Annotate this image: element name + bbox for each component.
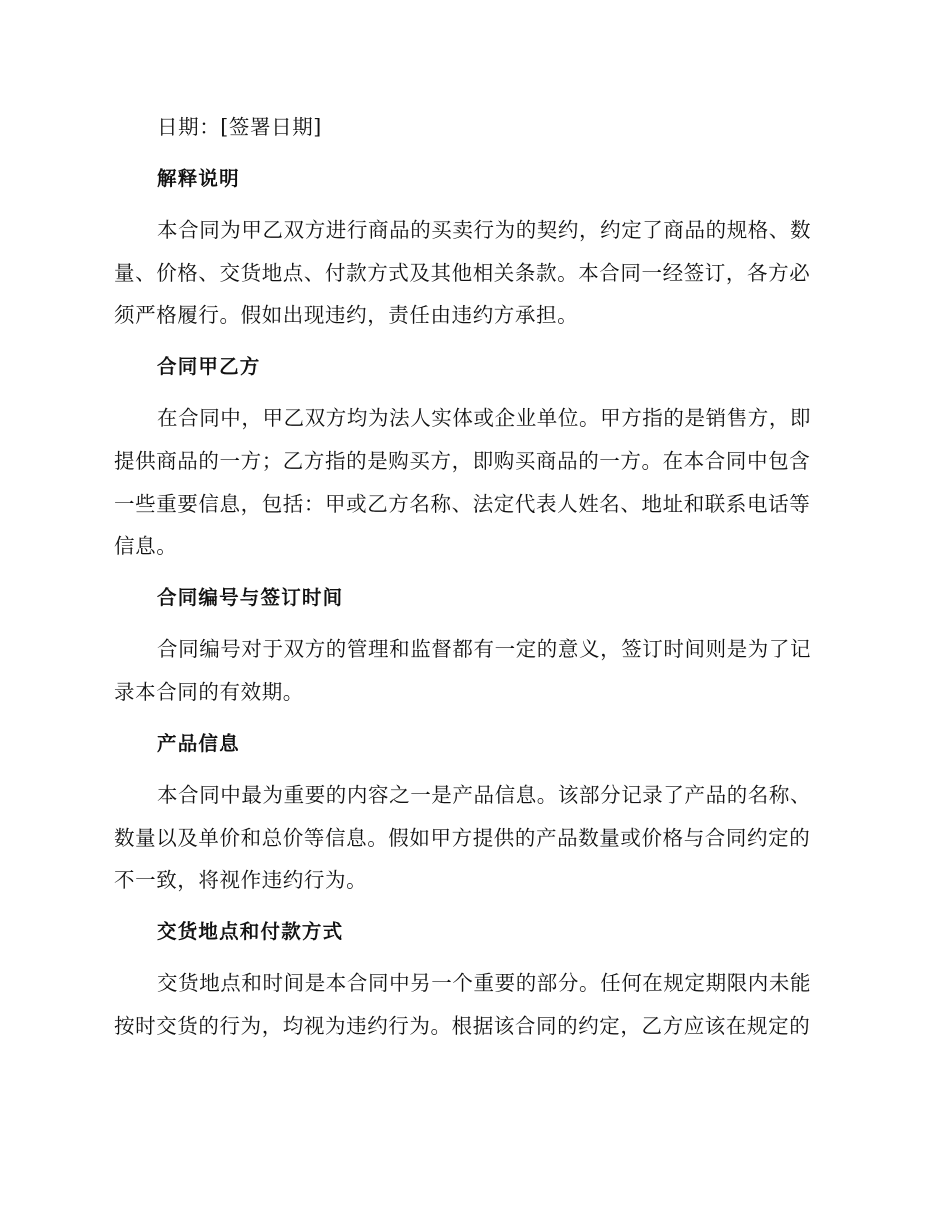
paragraph-line: 交货地点和时间是本合同中另一个重要的部分。任何在规定期限内未能	[157, 971, 812, 995]
paragraph-line: 本合同中最为重要的内容之一是产品信息。该部分记录了产品的名称、	[157, 783, 812, 807]
paragraph-line: 须严格履行。假如出现违约，责任由违约方承担。	[114, 303, 579, 327]
paragraph-line: 提供商品的一方；乙方指的是购买方，即购买商品的一方。在本合同中包含	[114, 449, 811, 473]
section-heading-contract-number: 合同编号与签订时间	[157, 586, 344, 609]
date-line: 日期：[签署日期]	[157, 115, 322, 139]
section-heading-product-info: 产品信息	[157, 732, 240, 755]
paragraph-line: 在合同中，甲乙双方均为法人实体或企业单位。甲方指的是销售方，即	[157, 406, 812, 430]
paragraph-line: 本合同为甲乙双方进行商品的买卖行为的契约，约定了商品的规格、数	[157, 218, 812, 242]
paragraph-line: 不一致，将视作违约行为。	[114, 868, 368, 892]
section-heading-parties: 合同甲乙方	[157, 355, 261, 378]
section-heading-delivery-payment: 交货地点和付款方式	[157, 920, 344, 943]
paragraph-line: 数量以及单价和总价等信息。假如甲方提供的产品数量或价格与合同约定的	[114, 826, 811, 850]
paragraph-line: 量、价格、交货地点、付款方式及其他相关条款。本合同一经签订，各方必	[114, 261, 811, 285]
paragraph-line: 按时交货的行为，均视为违约行为。根据该合同的约定，乙方应该在规定的	[114, 1014, 811, 1038]
paragraph-line: 录本合同的有效期。	[114, 680, 304, 704]
paragraph-line: 一些重要信息，包括：甲或乙方名称、法定代表人姓名、地址和联系电话等	[114, 492, 811, 516]
paragraph-line: 信息。	[114, 534, 178, 558]
section-heading-explanation: 解释说明	[157, 167, 240, 190]
paragraph-line: 合同编号对于双方的管理和监督都有一定的意义，签订时间则是为了记	[157, 637, 812, 661]
